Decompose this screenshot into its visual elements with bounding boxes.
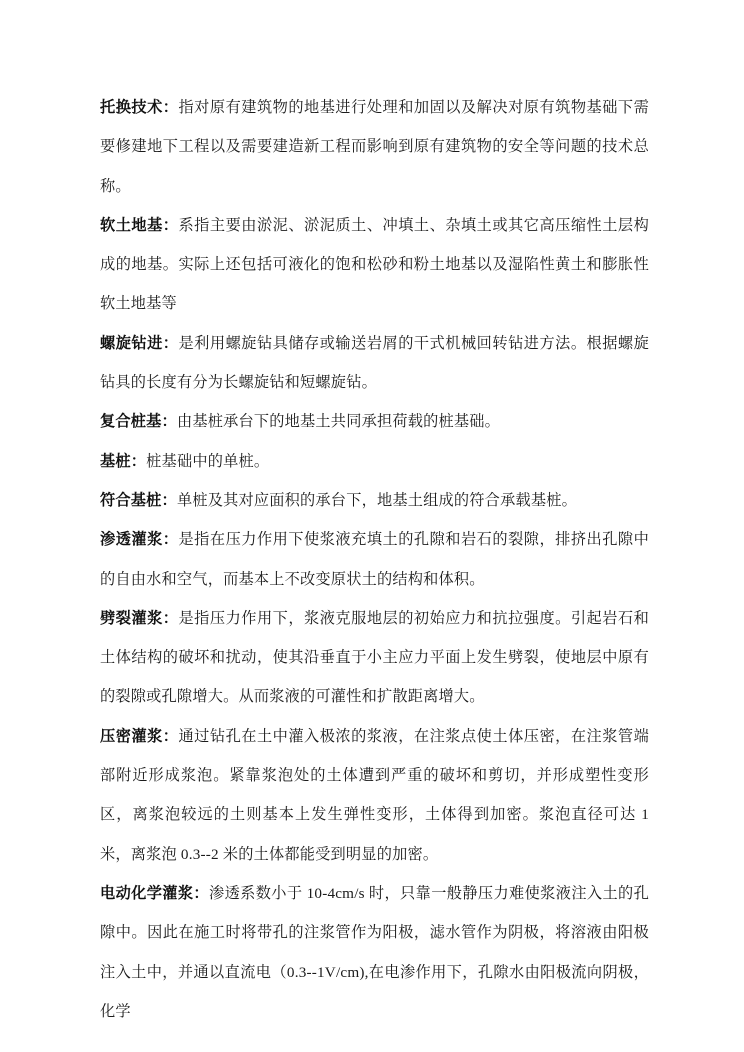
term-label: 托换技术：	[100, 99, 179, 116]
definition-paragraph-electrochemical-grouting	[100, 874, 649, 1031]
term-label: 软土地基：	[100, 216, 179, 234]
definition-paragraph-fracture-grouting	[100, 599, 649, 717]
definition-text: 单桩及其对应面积的承台下，地基土组成的符合承载基桩。	[176, 491, 578, 509]
term-label: 复合桩基：	[100, 413, 177, 431]
definition-text: 由基桩承台下的地基土共同承担荷载的桩基础。	[176, 413, 501, 431]
term-label: 符合基桩：	[100, 491, 177, 509]
term-label: 螺旋钻进：	[100, 334, 179, 352]
definition-paragraph-composite-pile-foundation	[100, 402, 649, 441]
definition-text: 渗透系数小于 10-4cm/s 时，只靠一般静压力难使浆液注入土的孔隙中。因此在施工时将带孔的注浆管作为阳极，滤水管作为阴极，将溶液由阳极注入土中，并通以直流电（0.3--1V/cm),在电渗作用下，孔隙水由阳极流向阴极，化学	[100, 884, 649, 1020]
definition-paragraph-permeation-grouting	[100, 520, 649, 599]
definition-text: 通过钻孔在土中灌入极浓的浆液，在注浆点使土体压密，在注浆管端部附近形成浆泡。紧靠浆泡处的土体遭到严重的破坏和剪切，并形成塑性变形区，离浆泡较远的土则基本上发生弹性变形，土体得到加密。浆泡直径可达 1 米，离浆泡 0.3--2 米的土体都能受到明显的加密。	[100, 727, 650, 863]
term-label: 电动化学灌浆：	[100, 884, 209, 902]
term-label: 压密灌浆：	[100, 727, 179, 745]
definition-paragraph-soft-soil-foundation	[100, 206, 649, 324]
definition-paragraph-auger-drilling	[100, 324, 649, 403]
definition-text: 是利用螺旋钻具储存或输送岩屑的干式机械回转钻进方法。根据螺旋钻具的长度有分为长螺旋钻和短螺旋钻。	[100, 334, 650, 392]
definition-paragraph-underpinning	[100, 88, 649, 206]
definition-paragraph-composite-bearing-pile	[100, 481, 649, 520]
definition-paragraph-compaction-grouting	[100, 717, 649, 874]
term-label: 渗透灌浆：	[100, 531, 179, 549]
definition-text: 是指压力作用下，浆液克服地层的初始应力和抗拉强度。引起岩石和土体结构的破坏和扰动，使其沿垂直于小主应力平面上发生劈裂，使地层中原有的裂隙或孔隙增大。从而浆液的可灌性和扩散距离增大。	[100, 609, 650, 706]
term-label: 劈裂灌浆：	[100, 609, 179, 627]
term-label: 基桩：	[100, 452, 147, 470]
definition-text: 指对原有建筑物的地基进行处理和加固以及解决对原有筑物基础下需要修建地下工程以及需要建造新工程而影响到原有建筑物的安全等问题的技术总称。	[100, 99, 650, 195]
document-body	[100, 88, 649, 1031]
definition-text: 系指主要由淤泥、淤泥质土、冲填土、杂填土或其它高压缩性土层构成的地基。实际上还包括可液化的饱和松砂和粉土地基以及湿陷性黄土和膨胀性软土地基等	[100, 216, 650, 313]
definition-paragraph-foundation-pile	[100, 442, 649, 481]
definition-text: 桩基础中的单桩。	[146, 452, 270, 470]
definition-text: 是指在压力作用下使浆液充填土的孔隙和岩石的裂隙，排挤出孔隙中的自由水和空气，而基本上不改变原状土的结构和体积。	[100, 531, 650, 588]
